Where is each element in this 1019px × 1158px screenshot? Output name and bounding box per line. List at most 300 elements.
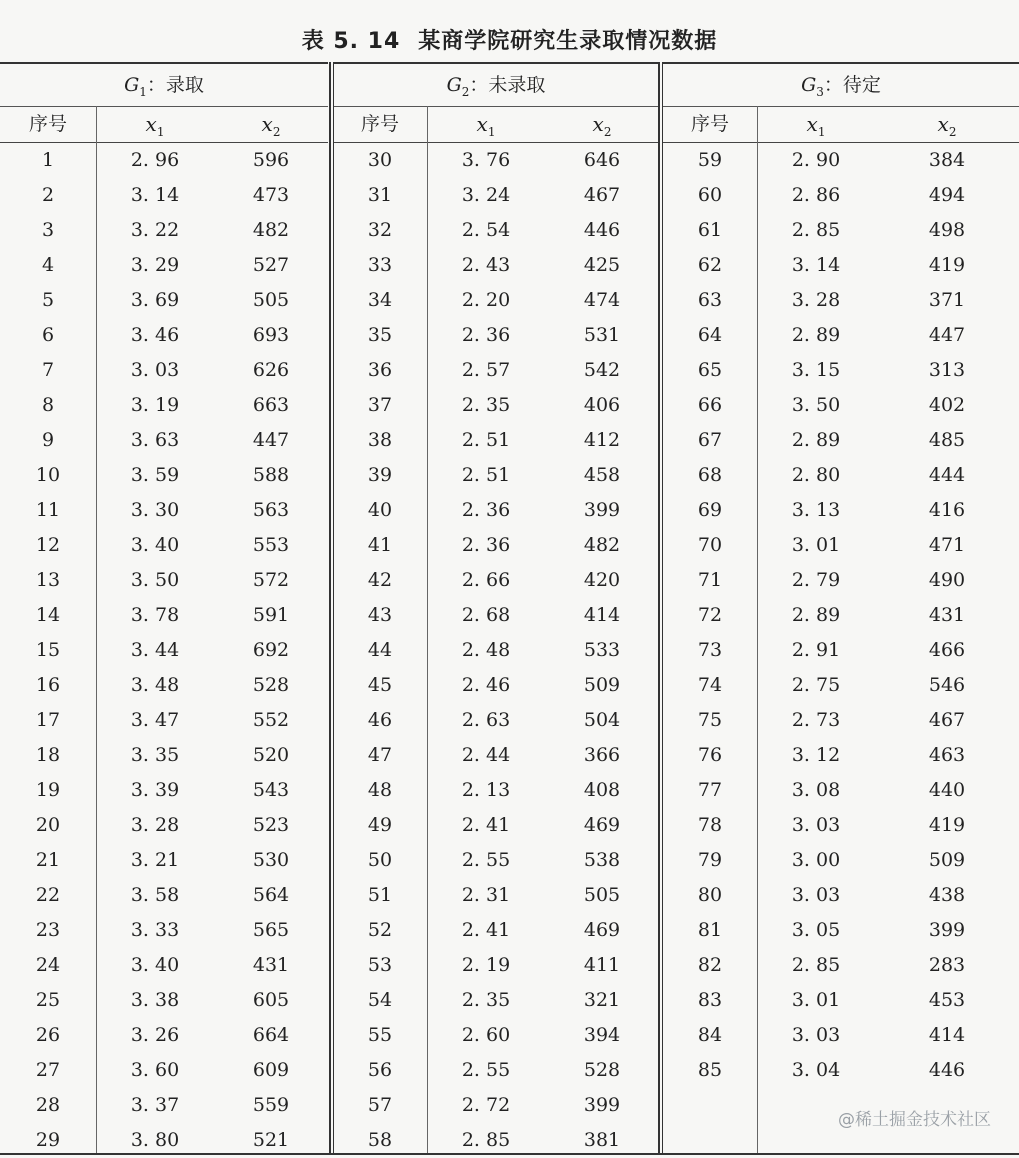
table-row [333,248,659,283]
table-row [663,353,1019,388]
cell-seq: 15 [35,639,61,661]
table-row [333,633,659,668]
cell-x1: 2. 54 [461,219,511,241]
cell-x2: 313 [928,359,966,381]
cell-x1: 2. 31 [461,884,511,906]
col-header-var: x [261,112,273,136]
cell-x2: 605 [252,989,290,1011]
cell-x1: 3. 03 [791,1024,841,1046]
cell-seq: 81 [697,919,723,941]
cell-x2: 528 [252,674,290,696]
col-header-x2 [214,106,328,142]
cell-x1: 2. 43 [461,254,511,276]
cell-x2: 509 [928,849,966,871]
cell-seq: 76 [697,744,723,766]
cell-x2: 504 [583,709,621,731]
cell-x2: 663 [252,394,290,416]
cell-seq: 37 [367,394,393,416]
cell-x2: 371 [928,289,966,311]
cell-x1: 3. 58 [130,884,180,906]
cell-x1: 3. 30 [130,499,180,521]
table-row [0,458,328,493]
cell-x2: 626 [252,359,290,381]
cell-x1: 2. 90 [791,149,841,171]
cell-x2: 446 [928,1059,966,1081]
group-divider [333,62,334,1154]
cell-x1: 2. 48 [461,639,511,661]
cell-x2: 419 [928,254,966,276]
cell-seq: 19 [35,779,61,801]
cell-x2: 564 [252,884,290,906]
table-row [0,1053,328,1088]
cell-seq: 30 [367,149,393,171]
cell-seq: 56 [367,1059,393,1081]
cell-x2: 399 [583,1094,621,1116]
cell-x2: 591 [252,604,290,626]
group-var: G [801,74,817,96]
cell-seq: 33 [367,254,393,276]
table-row [333,948,659,983]
cell-x1: 2. 13 [461,779,511,801]
cell-seq: 79 [697,849,723,871]
cell-seq: 43 [367,604,393,626]
cell-seq: 73 [697,639,723,661]
cell-x2: 394 [583,1024,621,1046]
table-row [0,948,328,983]
cell-x1: 3. 78 [130,604,180,626]
cell-seq: 34 [367,289,393,311]
cell-seq: 35 [367,324,393,346]
table-title [0,24,1019,55]
col-header-seq: 序号 [690,113,729,135]
cell-x1: 2. 73 [791,709,841,731]
cell-seq: 47 [367,744,393,766]
table-row [663,983,1019,1018]
cell-x1: 3. 03 [791,814,841,836]
cell-seq: 66 [697,394,723,416]
col-header-seq: 序号 [28,113,67,135]
table-row [663,248,1019,283]
cell-x1: 3. 35 [130,744,180,766]
cell-x1: 2. 35 [461,989,511,1011]
cell-x2: 552 [252,709,290,731]
cell-seq: 54 [367,989,393,1011]
group-pending [663,62,1019,1154]
cell-x2: 414 [928,1024,966,1046]
column-header-row [333,106,659,143]
group-label: ：未录取 [469,74,546,96]
table-row [0,528,328,563]
group-divider [662,62,663,1154]
table-row [0,423,328,458]
table-row [333,528,659,563]
cell-x1: 3. 69 [130,289,180,311]
cell-x1: 2. 20 [461,289,511,311]
watermark: @稀土掘金技术社区 [838,1110,991,1130]
cell-x1: 3. 24 [461,184,511,206]
cell-x1: 3. 33 [130,919,180,941]
cell-x1: 3. 15 [791,359,841,381]
cell-seq: 64 [697,324,723,346]
col-header-sub: 2 [603,124,612,139]
table-row [0,808,328,843]
cell-x1: 2. 55 [461,849,511,871]
cell-seq: 55 [367,1024,393,1046]
table-row [663,388,1019,423]
cell-x2: 458 [583,464,621,486]
cell-x1: 3. 01 [791,989,841,1011]
cell-seq: 58 [367,1129,393,1151]
cell-x2: 402 [928,394,966,416]
col-header-x1 [757,106,875,142]
cell-seq: 46 [367,709,393,731]
cell-seq: 78 [697,814,723,836]
cell-x2: 474 [583,289,621,311]
cell-x2: 538 [583,849,621,871]
table-row [333,1018,659,1053]
cell-x2: 494 [928,184,966,206]
table-row [0,633,328,668]
cell-seq: 20 [35,814,61,836]
cell-seq: 23 [35,919,61,941]
cell-x1: 3. 14 [130,184,180,206]
cell-x2: 447 [928,324,966,346]
cell-x1: 3. 50 [130,569,180,591]
cell-seq: 45 [367,674,393,696]
cell-seq: 28 [35,1094,61,1116]
group-divider [329,62,331,1154]
table-row [663,563,1019,598]
cell-x1: 3. 39 [130,779,180,801]
cell-x1: 3. 29 [130,254,180,276]
cell-x2: 543 [252,779,290,801]
cell-seq: 85 [697,1059,723,1081]
cell-x2: 509 [583,674,621,696]
cell-x1: 3. 22 [130,219,180,241]
cell-x2: 563 [252,499,290,521]
cell-seq: 18 [35,744,61,766]
table-row [0,598,328,633]
group-label: ：待定 [823,74,881,96]
cell-x1: 3. 44 [130,639,180,661]
table-row [0,703,328,738]
cell-x2: 438 [928,884,966,906]
cell-x1: 2. 75 [791,674,841,696]
col-header-var: x [592,112,604,136]
cell-seq: 74 [697,674,723,696]
table-row [0,913,328,948]
table-row [663,1053,1019,1088]
cell-x2: 446 [583,219,621,241]
cell-x1: 3. 03 [791,884,841,906]
cell-x1: 2. 36 [461,499,511,521]
cell-seq: 1 [41,149,55,171]
cell-seq: 84 [697,1024,723,1046]
cell-seq: 41 [367,534,393,556]
cell-x1: 2. 60 [461,1024,511,1046]
cell-x2: 505 [252,289,290,311]
table-row [333,668,659,703]
cell-seq: 13 [35,569,61,591]
cell-x2: 693 [252,324,290,346]
cell-x2: 384 [928,149,966,171]
cell-x1: 2. 89 [791,324,841,346]
cell-x2: 498 [928,219,966,241]
cell-seq: 29 [35,1129,61,1151]
cell-x2: 523 [252,814,290,836]
cell-x2: 528 [583,1059,621,1081]
table-row [0,388,328,423]
cell-x2: 521 [252,1129,290,1151]
table-row [663,318,1019,353]
cell-x2: 440 [928,779,966,801]
cell-x2: 565 [252,919,290,941]
table-row [663,283,1019,318]
cell-x2: 664 [252,1024,290,1046]
cell-x2: 447 [252,429,290,451]
table-row [663,458,1019,493]
cell-seq: 69 [697,499,723,521]
cell-x2: 408 [583,779,621,801]
cell-seq: 6 [41,324,55,346]
cell-seq: 14 [35,604,61,626]
table-row [333,213,659,248]
cell-seq: 10 [35,464,61,486]
table-row [333,178,659,213]
table-row [0,248,328,283]
cell-seq: 57 [367,1094,393,1116]
cell-x1: 2. 19 [461,954,511,976]
table-row [0,178,328,213]
cell-x1: 3. 14 [791,254,841,276]
cell-x2: 553 [252,534,290,556]
cell-seq: 7 [41,359,55,381]
cell-seq: 77 [697,779,723,801]
cell-x2: 412 [583,429,621,451]
table-row [663,528,1019,563]
cell-x1: 3. 28 [791,289,841,311]
cell-seq: 50 [367,849,393,871]
cell-seq: 5 [41,289,55,311]
group-header [333,64,659,107]
table-row [663,423,1019,458]
table-row [333,388,659,423]
cell-seq: 70 [697,534,723,556]
cell-seq: 71 [697,569,723,591]
table-row [0,318,328,353]
cell-x1: 3. 59 [130,464,180,486]
cell-x2: 406 [583,394,621,416]
group-admitted [0,62,328,1154]
cell-x2: 366 [583,744,621,766]
cell-seq: 59 [697,149,723,171]
cell-seq: 38 [367,429,393,451]
table-row [0,143,328,178]
cell-x2: 692 [252,639,290,661]
cell-x2: 471 [928,534,966,556]
group-var: G [446,74,462,96]
group-header [0,64,328,107]
table-row [333,878,659,913]
table-row [333,318,659,353]
cell-x2: 588 [252,464,290,486]
cell-seq: 40 [367,499,393,521]
cell-x1: 3. 01 [791,534,841,556]
table-row [663,493,1019,528]
cell-seq: 62 [697,254,723,276]
table-row [663,878,1019,913]
col-header-sub: 2 [272,124,281,139]
cell-x1: 2. 51 [461,429,511,451]
table-row [333,738,659,773]
cell-x1: 2. 36 [461,324,511,346]
col-header-var: x [145,112,157,136]
table-row [0,1018,328,1053]
table-row [663,598,1019,633]
table-row [0,563,328,598]
table-row [0,493,328,528]
table-row [663,738,1019,773]
cell-x2: 431 [928,604,966,626]
table-row [663,948,1019,983]
cell-seq: 83 [697,989,723,1011]
cell-seq: 9 [41,429,55,451]
cell-x1: 2. 86 [791,184,841,206]
cell-x1: 3. 00 [791,849,841,871]
cell-x1: 3. 03 [130,359,180,381]
cell-seq: 82 [697,954,723,976]
col-header-x2 [875,106,1019,142]
cell-seq: 2 [41,184,55,206]
col-header-x1 [427,106,545,142]
cell-x2: 490 [928,569,966,591]
cell-seq: 25 [35,989,61,1011]
table-row [333,773,659,808]
table-row [333,913,659,948]
cell-x1: 2. 96 [130,149,180,171]
cell-x2: 411 [583,954,621,976]
cell-x2: 530 [252,849,290,871]
cell-x1: 3. 50 [791,394,841,416]
cell-seq: 49 [367,814,393,836]
cell-x1: 3. 63 [130,429,180,451]
cell-x1: 3. 76 [461,149,511,171]
table-row [333,1088,659,1123]
cell-x1: 2. 41 [461,919,511,941]
cell-x1: 2. 79 [791,569,841,591]
table-row [333,143,659,178]
table-row [0,843,328,878]
table-row [663,808,1019,843]
cell-seq: 26 [35,1024,61,1046]
cell-x2: 485 [928,429,966,451]
group-sub: 2 [461,84,470,99]
cell-x1: 3. 46 [130,324,180,346]
cell-x2: 546 [928,674,966,696]
cell-seq: 21 [35,849,61,871]
cell-seq: 11 [35,499,61,521]
table-row [0,283,328,318]
cell-x2: 467 [928,709,966,731]
cell-x1: 3. 80 [130,1129,180,1151]
table-row [333,353,659,388]
cell-seq: 31 [367,184,393,206]
table-bottom-rule [0,1153,1019,1155]
cell-x2: 531 [583,324,621,346]
cell-x1: 2. 68 [461,604,511,626]
table-row [0,878,328,913]
table-row [663,143,1019,178]
cell-seq: 53 [367,954,393,976]
cell-x2: 609 [252,1059,290,1081]
table-row [0,773,328,808]
cell-x2: 542 [583,359,621,381]
cell-seq: 12 [35,534,61,556]
cell-x1: 2. 44 [461,744,511,766]
cell-x1: 3. 08 [791,779,841,801]
cell-x1: 2. 91 [791,639,841,661]
cell-x1: 2. 72 [461,1094,511,1116]
cell-x2: 425 [583,254,621,276]
cell-x1: 2. 89 [791,429,841,451]
cell-x1: 3. 40 [130,954,180,976]
cell-x1: 3. 28 [130,814,180,836]
cell-seq: 52 [367,919,393,941]
cell-x1: 2. 85 [791,954,841,976]
cell-x2: 469 [583,919,621,941]
table-row [333,983,659,1018]
cell-x2: 467 [583,184,621,206]
cell-x2: 559 [252,1094,290,1116]
cell-x2: 473 [252,184,290,206]
table-row [663,178,1019,213]
table-row [333,1053,659,1088]
cell-x2: 505 [583,884,621,906]
cell-seq: 4 [41,254,55,276]
col-header-sub: 1 [487,124,496,139]
cell-x2: 572 [252,569,290,591]
cell-x1: 2. 55 [461,1059,511,1081]
col-header-x1 [96,106,214,142]
col-header-seq: 序号 [360,113,399,135]
cell-x2: 399 [583,499,621,521]
cell-x2: 416 [928,499,966,521]
table-row [333,493,659,528]
col-header-var: x [937,112,949,136]
cell-x2: 381 [583,1129,621,1151]
cell-x1: 2. 85 [461,1129,511,1151]
cell-x2: 463 [928,744,966,766]
cell-seq: 63 [697,289,723,311]
table-row [663,843,1019,878]
cell-x1: 3. 38 [130,989,180,1011]
cell-x2: 596 [252,149,290,171]
cell-x2: 482 [252,219,290,241]
cell-x1: 2. 66 [461,569,511,591]
cell-seq: 72 [697,604,723,626]
cell-seq: 75 [697,709,723,731]
group-label: ：录取 [146,74,204,96]
table-row [0,353,328,388]
table-row [663,213,1019,248]
col-header-sub: 1 [156,124,165,139]
group-header [663,64,1019,107]
cell-x1: 3. 48 [130,674,180,696]
cell-x1: 2. 85 [791,219,841,241]
table-caption: 某商学院研究生录取情况数据 [418,29,718,54]
cell-seq: 48 [367,779,393,801]
table-row [0,668,328,703]
